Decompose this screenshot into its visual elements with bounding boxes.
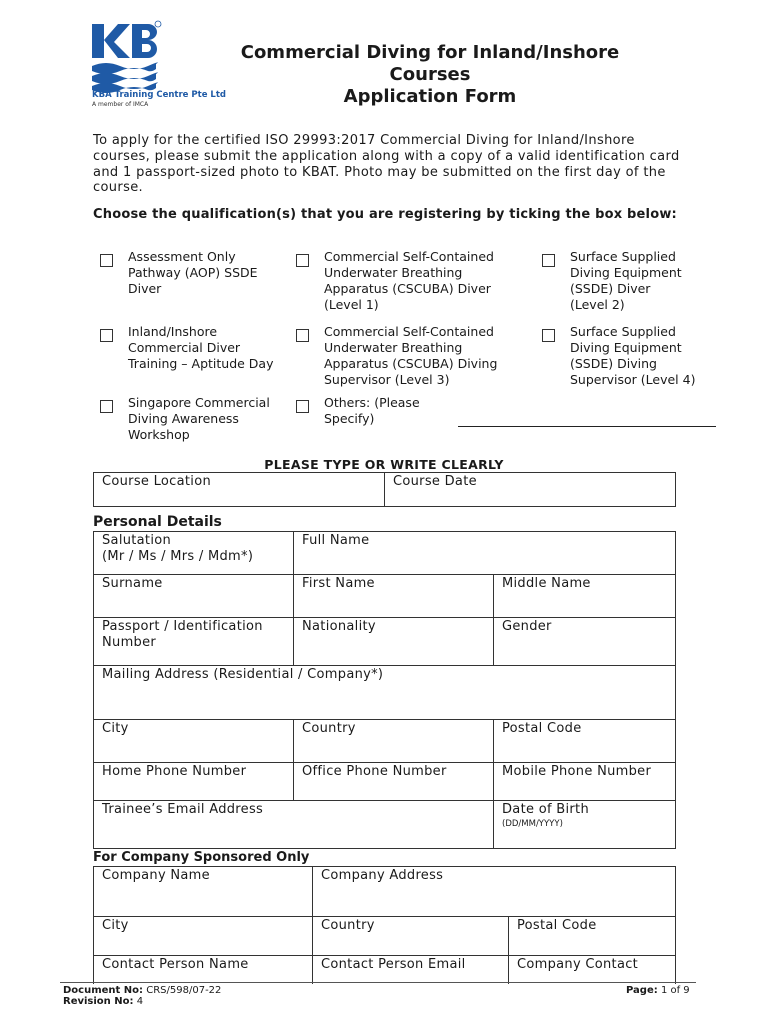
dob-hint: (DD/MM/YYYY) xyxy=(502,819,563,829)
option-label: Surface Supplied Diving Equipment (SSDE) Diver (Level 2) xyxy=(570,249,682,312)
title-line-2: Courses xyxy=(389,64,471,85)
course-table xyxy=(93,472,676,507)
dob-label: Date of Birth xyxy=(502,802,589,817)
revision-number-value: 4 xyxy=(136,996,144,1007)
page-number-label: Page: xyxy=(626,985,658,996)
checkbox[interactable] xyxy=(100,400,113,413)
checkbox[interactable] xyxy=(542,329,555,342)
email-field[interactable]: Trainee’s Email Address xyxy=(94,801,494,848)
mobile-phone-field[interactable]: Mobile Phone Number xyxy=(494,763,676,800)
surname-field[interactable]: Surname xyxy=(94,575,294,617)
passport-field[interactable]: Passport / Identification Number xyxy=(94,618,294,665)
home-phone-field[interactable]: Home Phone Number xyxy=(94,763,294,800)
option-label: Surface Supplied Diving Equipment (SSDE) Diving Supervisor (Level 4) xyxy=(570,324,696,387)
checkbox[interactable] xyxy=(100,254,113,267)
logo-tagline: A member of IMCA xyxy=(92,101,149,108)
option-label: Singapore Commercial Diving Awareness Workshop xyxy=(128,395,270,442)
salutation-label: Salutation xyxy=(102,533,172,548)
please-type-notice: PLEASE TYPE OR WRITE CLEARLY xyxy=(264,457,504,472)
company-contact-field[interactable]: Company Contact xyxy=(509,956,676,984)
page-title xyxy=(200,42,660,108)
contact-person-email-field[interactable]: Contact Person Email xyxy=(313,956,509,984)
checkbox[interactable] xyxy=(296,400,309,413)
document-number-value: CRS/598/07-22 xyxy=(146,985,222,996)
checkbox[interactable] xyxy=(296,254,309,267)
course-location-field[interactable]: Course Location xyxy=(94,473,385,506)
postal-code-field[interactable]: Postal Code xyxy=(494,720,676,762)
document-number xyxy=(63,985,221,996)
checkbox[interactable] xyxy=(296,329,309,342)
others-specify-line[interactable] xyxy=(458,426,716,427)
option-label: Commercial Self-Contained Underwater Breathing Apparatus (CSCUBA) Diver (Level 1) xyxy=(324,249,494,312)
option-label: Assessment Only Pathway (AOP) SSDE Diver xyxy=(128,249,258,296)
office-phone-field[interactable]: Office Phone Number xyxy=(294,763,494,800)
option-label: Inland/Inshore Commercial Diver Training – Aptitude Day xyxy=(128,324,274,371)
choose-instruction: Choose the qualification(s) that you are registering by ticking the box below: xyxy=(93,207,677,222)
gender-field[interactable]: Gender xyxy=(494,618,676,665)
mailing-address-field[interactable]: Mailing Address (Residential / Company*) xyxy=(94,666,676,719)
salutation-hint: (Mr / Ms / Mrs / Mdm*) xyxy=(102,549,254,564)
page-number xyxy=(626,985,690,996)
city-field[interactable]: City xyxy=(94,720,294,762)
company-address-field[interactable]: Company Address xyxy=(313,867,676,916)
personal-details-heading: Personal Details xyxy=(93,514,222,530)
contact-person-name-field[interactable]: Contact Person Name xyxy=(94,956,313,984)
middle-name-field[interactable]: Middle Name xyxy=(494,575,676,617)
company-heading: For Company Sponsored Only xyxy=(93,850,310,865)
revision-number xyxy=(63,996,143,1007)
title-line-1: Commercial Diving for Inland/Inshore xyxy=(240,42,620,63)
checkbox[interactable] xyxy=(100,329,113,342)
intro-paragraph: To apply for the certified ISO 29993:2017 Commercial Diving for Inland/Inshore courses, please submit the application along with a copy of a valid identification card and 1 passport-sized photo to KBAT. Photo may be submitted on the first day of the course. xyxy=(93,133,680,196)
revision-number-label: Revision No: xyxy=(63,996,134,1007)
nationality-field[interactable]: Nationality xyxy=(294,618,494,665)
company-name-field[interactable]: Company Name xyxy=(94,867,313,916)
company-table xyxy=(93,866,676,984)
footer-divider xyxy=(60,982,696,983)
checkbox[interactable] xyxy=(542,254,555,267)
document-number-label: Document No: xyxy=(63,985,144,996)
dob-field[interactable] xyxy=(494,801,676,848)
page-number-value: 1 of 9 xyxy=(660,985,690,996)
company-country-field[interactable]: Country xyxy=(313,917,509,955)
full-name-field[interactable]: Full Name xyxy=(294,532,676,574)
option-label: Commercial Self-Contained Underwater Breathing Apparatus (CSCUBA) Diving Supervisor (Level 3) xyxy=(324,324,498,387)
country-field[interactable]: Country xyxy=(294,720,494,762)
company-postal-field[interactable]: Postal Code xyxy=(509,917,676,955)
first-name-field[interactable]: First Name xyxy=(294,575,494,617)
salutation-field[interactable] xyxy=(94,532,294,574)
personal-details-table xyxy=(93,531,676,849)
course-date-field[interactable]: Course Date xyxy=(385,473,676,506)
company-city-field[interactable]: City xyxy=(94,917,313,955)
option-label: Others: (Please Specify) xyxy=(324,395,420,426)
logo-org-name: KBA Training Centre Pte Ltd xyxy=(92,90,226,100)
title-line-3: Application Form xyxy=(343,86,517,107)
